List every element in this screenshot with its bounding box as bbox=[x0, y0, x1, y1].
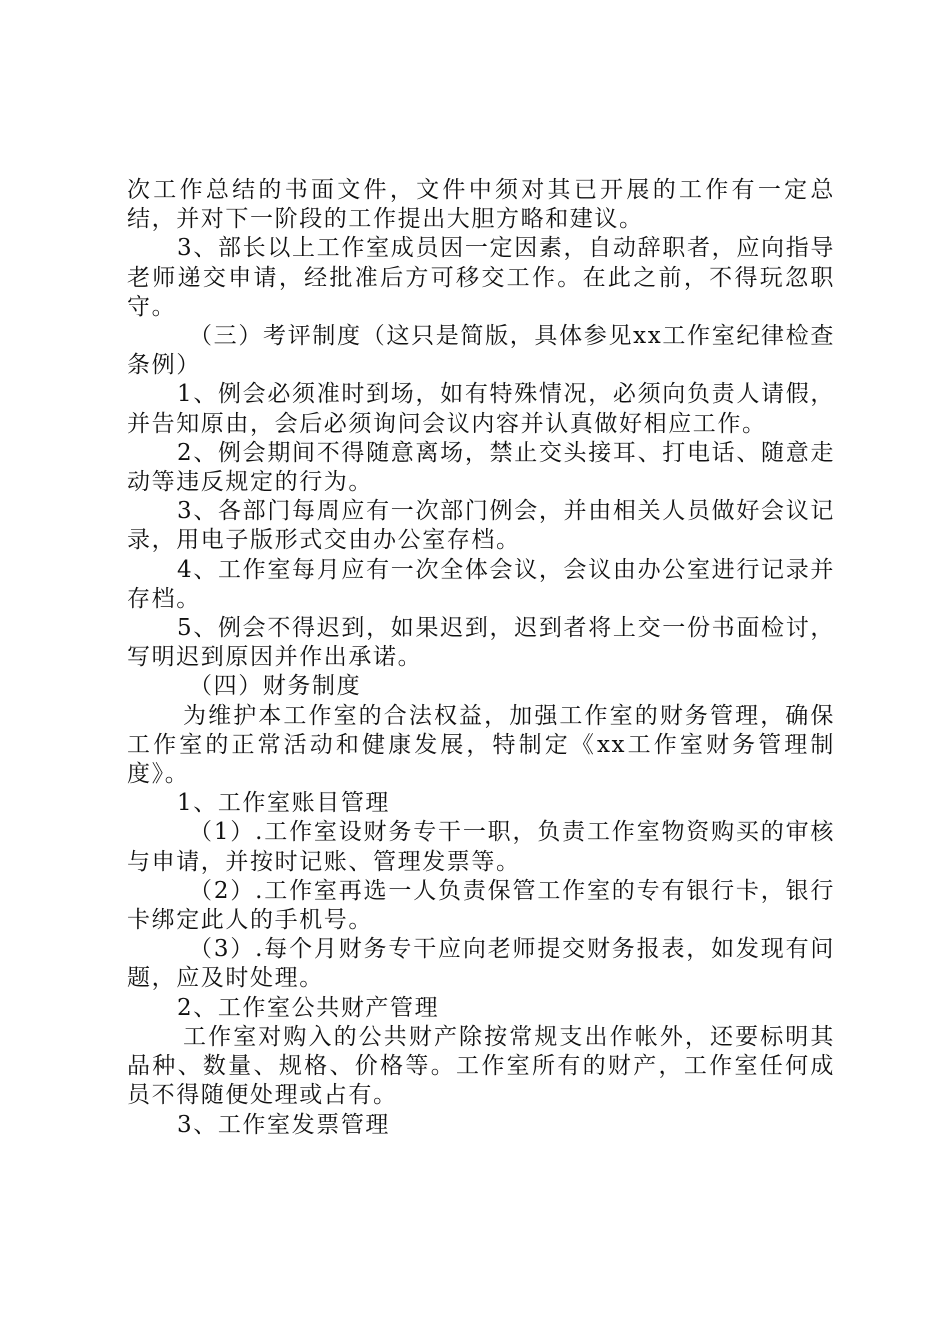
paragraph-resignation-rule: 3、部长以上工作室成员因一定因素，自动辞职者，应向指导老师递交申请，经批准后方可移交工作。在此之前，不得玩忽职守。 bbox=[127, 235, 835, 320]
document-body bbox=[127, 176, 835, 1140]
paragraph-accounts-item-3: （3）.每个月财务专干应向老师提交财务报表，如发现有问题，应及时处理。 bbox=[127, 936, 835, 992]
subheading-invoice-management: 3、工作室发票管理 bbox=[177, 1111, 391, 1138]
section-heading-evaluation: （三）考评制度（这只是简版，具体参见xx工作室纪律检查条例） bbox=[127, 323, 835, 379]
paragraph-meeting-rule-1: 1、例会必须准时到场，如有特殊情况，必须向负责人请假，并告知原由，会后必须询问会议内容并认真做好相应工作。 bbox=[127, 381, 835, 437]
paragraph-accounts-item-1: （1）.工作室设财务专干一职，负责工作室物资购买的审核与申请，并按时记账、管理发票等。 bbox=[127, 819, 835, 875]
paragraph-finance-intro: 为维护本工作室的合法权益，加强工作室的财务管理，确保工作室的正常活动和健康发展，特制定《xx工作室财务管理制度》。 bbox=[127, 702, 835, 788]
paragraph-accounts-item-2: （2）.工作室再选一人负责保管工作室的专有银行卡，银行卡绑定此人的手机号。 bbox=[127, 877, 835, 934]
subheading-accounts-management: 1、工作室账目管理 bbox=[177, 790, 391, 817]
section-heading-finance: （四）财务制度 bbox=[189, 673, 362, 700]
paragraph-meeting-rule-2: 2、例会期间不得随意离场，禁止交头接耳、打电话、随意走动等违反规定的行为。 bbox=[127, 439, 835, 496]
paragraph-meeting-rule-3: 3、各部门每周应有一次部门例会，并由相关人员做好会议记录，用电子版形式交由办公室存档。 bbox=[127, 498, 835, 554]
subheading-public-property: 2、工作室公共财产管理 bbox=[177, 994, 440, 1021]
paragraph-meeting-rule-4: 4、工作室每月应有一次全体会议，会议由办公室进行记录并存档。 bbox=[127, 556, 835, 612]
paragraph-meeting-rule-5: 5、例会不得迟到，如果迟到，迟到者将上交一份书面检讨，写明迟到原因并作出承诺。 bbox=[127, 615, 835, 671]
paragraph-public-property: 工作室对购入的公共财产除按常规支出作帐外，还要标明其品种、数量、规格、价格等。工作室所有的财产，工作室任何成员不得随便处理或占有。 bbox=[127, 1023, 835, 1109]
paragraph-work-summary-continued: 次工作总结的书面文件，文件中须对其已开展的工作有一定总结，并对下一阶段的工作提出大胆方略和建议。 bbox=[127, 177, 835, 233]
